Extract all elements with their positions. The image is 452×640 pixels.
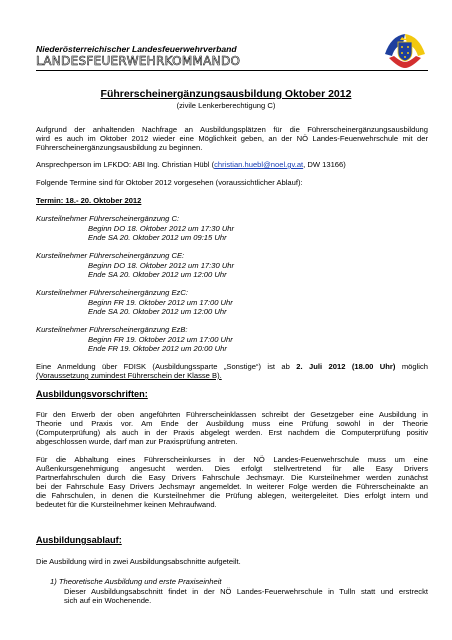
course-end: Ende SA 20. Oktober 2012 um 12:00 Uhr	[88, 307, 227, 316]
course-title: Kursteilnehmer Führerscheinergänzung C:	[36, 214, 180, 223]
paragraph-line: Theorie und Praxis vor. Am Ende der Ausbildung muss eine Prüfung sowohl in der Theorie	[36, 419, 428, 428]
course-begin: Beginn DO 18. Oktober 2012 um 17:30 Uhr	[88, 224, 235, 233]
registration-line: Eine Anmeldung über FDISK (Ausbildungssparte „Sonstige“) ist ab 2. Juli 2012 (18.00 Uhr) möglich	[36, 362, 429, 371]
course-title: Kursteilnehmer Führerscheinergänzung EzC:	[36, 288, 188, 297]
paragraph-line: Für die Abhaltung eines Führerscheinkurses in der NÖ Landes-Feuerwehrschule muss um eine	[36, 455, 428, 464]
paragraph-line: die Fahrschulen, in denen die Kursteilnehmer die Prüfung ablegen, weitergeleitet. Dies erfolgt intern und	[36, 491, 428, 500]
paragraph-line: Außenkursgenehmigung angesucht werden. Dies erfolgt stellvertretend für alle Easy Drivers	[36, 464, 428, 473]
paragraph-line: (Computerprüfung) als auch in der Praxis abgelegt werden. Erst nachdem die Computerprüfung positiv	[36, 428, 428, 437]
intro-line: Aufgrund der anhaltenden Nachfrage an Ausbildungsplätzen für die Führerscheinergänzungsausbildung	[36, 125, 428, 134]
org-name: Niederösterreichischer Landesfeuerwehrverband	[36, 44, 237, 54]
list-item-title: 1) Theoretische Ausbildung und erste Praxiseinheit	[50, 577, 222, 586]
header-rule	[36, 70, 428, 71]
contact-line: Ansprechperson im LFKDO: ABI Ing. Christian Hübl (christian.huebl@noel.gv.at, DW 13166)	[36, 160, 346, 169]
document-subtitle: (zivile Lenkerberechtigung C)	[176, 101, 276, 110]
course-end: Ende SA 20. Oktober 2012 um 12:00 Uhr	[88, 270, 227, 279]
dates-intro: Folgende Termine sind für Oktober 2012 vorgesehen (voraussichtlicher Ablauf):	[36, 178, 303, 187]
list-item-line: Dieser Ausbildungsabschnitt findet in der NÖ Landes-Feuerwehrschule in Tulln statt und erstreckt	[64, 587, 428, 596]
course-end: Ende FR 19. Oktober 2012 um 20:00 Uhr	[88, 344, 227, 353]
org-subtitle: LANDESFEUERWEHRKOMMANDO	[36, 54, 241, 68]
list-item-line: sich auf ein Wochenende.	[64, 596, 152, 605]
intro-line: wird es auch im Oktober 2012 wieder eine Möglichkeit geben, an der NÖ Landes-Feuerwehrschule mit der	[36, 134, 428, 143]
course-title: Kursteilnehmer Führerscheinergänzung CE:	[36, 251, 185, 260]
email-link[interactable]: christian.huebl@noel.gv.at	[214, 160, 304, 169]
course-end: Ende SA 20. Oktober 2012 um 09:15 Uhr	[88, 233, 227, 242]
section-heading: Ausbildungsablauf:	[36, 535, 122, 545]
paragraph-line: Partnerfahrschulen durch die Easy Drivers Fahrschule Jechsmayr. Die Kursteilnehmer werden zunächst	[36, 473, 428, 482]
course-begin: Beginn DO 18. Oktober 2012 um 17:30 Uhr	[88, 261, 235, 270]
course-title: Kursteilnehmer Führerscheinergänzung EzB:	[36, 325, 188, 334]
fire-brigade-logo-icon	[381, 28, 429, 72]
paragraph-line: abgeschlossen wurde, darf man zur Praxisprüfung antreten.	[36, 437, 238, 446]
paragraph-line: bedeutet für die Kursteilnehmer keinen Mehraufwand.	[36, 500, 217, 509]
paragraph-line: Die Ausbildung wird in zwei Ausbildungsabschnitte aufgeteilt.	[36, 557, 241, 566]
termin-line: Termin: 18.- 20. Oktober 2012	[36, 196, 142, 205]
paragraph-line: bei der Fahrschule Easy Drivers Jechsmayr angemeldet. In weiterer Folge werden die Führerscheinakte an	[36, 482, 428, 491]
document-title: Führerscheinergänzungsausbildung Oktober 2012	[100, 88, 352, 100]
paragraph-line: Für den Erwerb der oben angeführten Führerscheinklassen schreibt der Gesetzgeber eine Ausbildung in	[36, 410, 428, 419]
course-begin: Beginn FR 19. Oktober 2012 um 17:00 Uhr	[88, 298, 233, 307]
section-heading: Ausbildungsvorschriften:	[36, 389, 148, 399]
registration-requirement: (Voraussetzung zumindest Führerschein der Klasse B).	[36, 371, 222, 380]
course-begin: Beginn FR 19. Oktober 2012 um 17:00 Uhr	[88, 335, 233, 344]
intro-line: Führerscheinergänzungsausbildung zu beginnen.	[36, 143, 203, 152]
